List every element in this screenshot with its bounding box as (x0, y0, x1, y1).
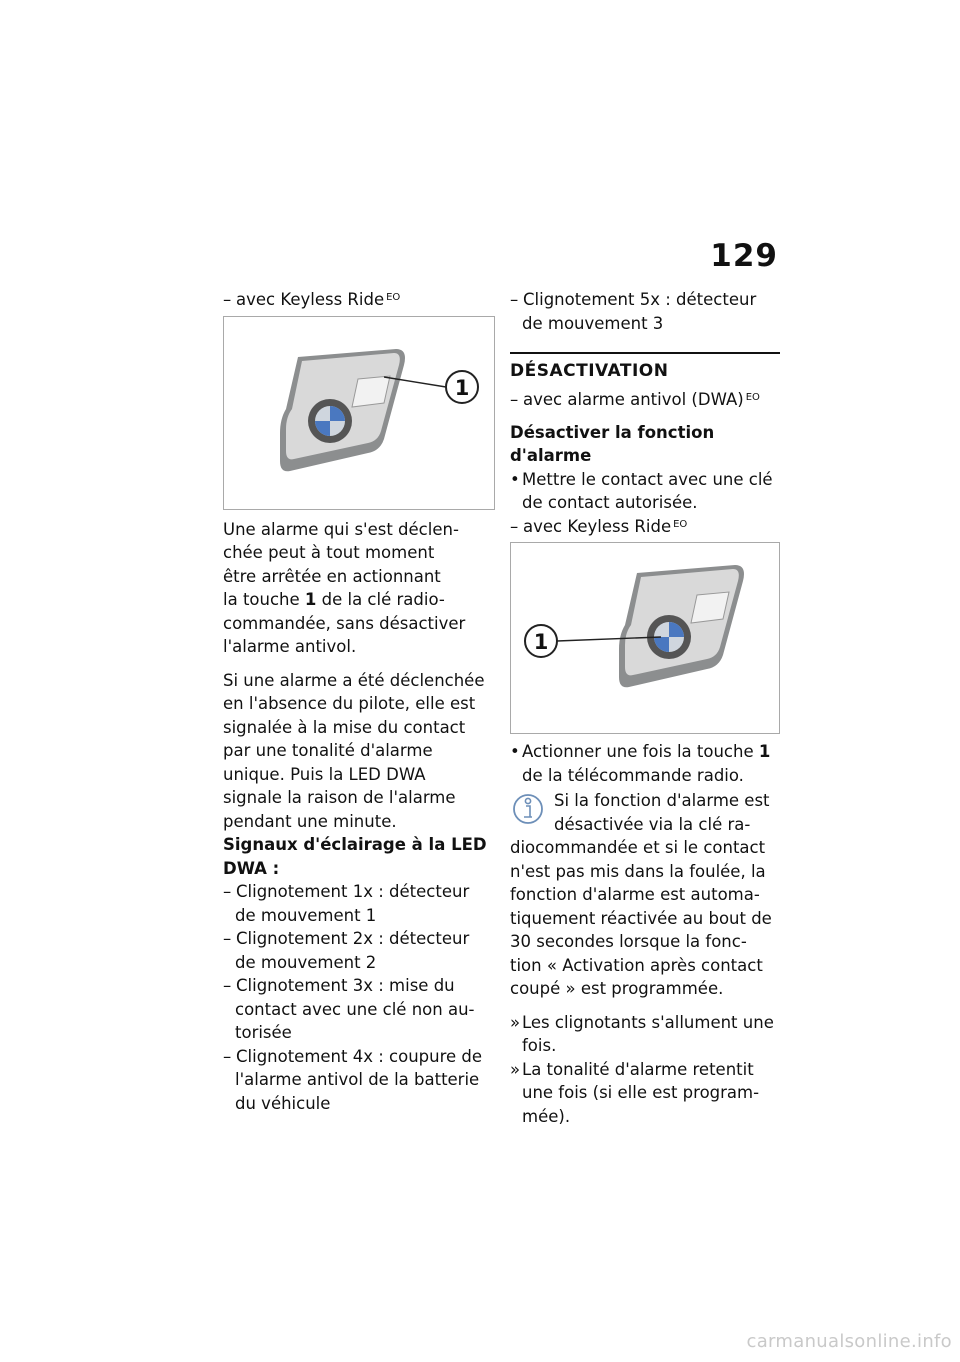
keyless-condition-2 (510, 515, 780, 539)
figure2-callout: 1 (533, 630, 549, 654)
signal-line: – Clignotement 3x : mise du (223, 974, 495, 998)
result-line: une fois (si elle est program- (522, 1083, 760, 1102)
note-line: désactivée via la clé ra- (554, 814, 751, 834)
dwa-label: avec alarme antivol (DWA) (523, 390, 744, 409)
key-figure-1 (223, 316, 495, 510)
para2-line: en l'absence du pilote, elle est (223, 694, 476, 713)
step-line (510, 740, 780, 764)
para1-line: être arrêtée en actionnant (223, 566, 441, 586)
sub-heading-line: Désactiver la fonction (510, 422, 715, 442)
signal-line: – Clignotement 1x : détecteur (223, 880, 495, 904)
para1-text: de la clé radio- (321, 590, 445, 609)
results-list (510, 1011, 780, 1129)
keyless-label: avec Keyless Ride (236, 290, 385, 309)
para2-line: signalée à la mise du contact (223, 717, 466, 737)
signals-heading (223, 833, 495, 880)
para1-line: l'alarme antivol. (223, 637, 357, 656)
list-item (223, 974, 495, 1045)
signal-line: – Clignotement 5x : détecteur (510, 288, 780, 312)
keyless-sup: EO (386, 292, 401, 303)
para2-line: unique. Puis la LED DWA (223, 764, 426, 784)
step-line: de la télécommande radio. (522, 765, 744, 785)
note-line: tiquement réactivée au bout de (510, 908, 772, 928)
info-note (510, 789, 780, 1001)
list-item (510, 468, 780, 515)
signals-heading-line: Signaux d'éclairage à la LED (223, 835, 487, 854)
signal-line: de mouvement 1 (235, 905, 377, 925)
para1-line: commandée, sans désactiver (223, 613, 466, 633)
signals-heading-line: DWA : (223, 858, 280, 878)
note-line: tion « Activation après contact (510, 955, 763, 975)
list-item (510, 1011, 780, 1058)
signal-line: – Clignotement 4x : coupure de (223, 1045, 495, 1069)
list-item (223, 880, 495, 927)
note-line: coupé » est programmée. (510, 979, 724, 998)
signal-line: torisée (235, 1023, 292, 1042)
note-line: diocommandée et si le contact (510, 838, 766, 857)
list-item (510, 1058, 780, 1129)
alarm-signal-paragraph (223, 669, 495, 834)
key-reference: 1 (304, 590, 317, 609)
key-figure-2 (510, 542, 780, 734)
right-column (510, 288, 780, 1128)
keyless-condition (223, 288, 495, 312)
watermark: carmanualsonline.info (746, 1331, 952, 1352)
para1-line (223, 588, 495, 612)
info-note-icon (510, 789, 546, 825)
signal-line: de mouvement 3 (522, 313, 664, 333)
list-item (223, 1045, 495, 1116)
para2-line: pendant une minute. (223, 811, 397, 831)
alarm-stop-paragraph (223, 518, 495, 659)
keyless-label: avec Keyless Ride (523, 516, 672, 536)
page-number: 129 (710, 238, 778, 274)
step-text: Actionner une fois la touche (522, 742, 759, 761)
signal-line: l'alarme antivol de la batterie (235, 1070, 480, 1089)
dwa-condition (510, 388, 780, 412)
left-column (223, 288, 495, 1115)
para1-text: la touche (223, 590, 305, 609)
key-reference: 1 (758, 742, 771, 761)
key-fob-illustration-1 (224, 317, 494, 509)
sub-heading-line: d'alarme (510, 446, 592, 465)
para2-line: signale la raison de l'alarme (223, 788, 456, 807)
result-line: » La tonalité d'alarme retentit (510, 1058, 780, 1082)
list-item (510, 740, 780, 787)
note-line: 30 secondes lorsque la fonc- (510, 932, 747, 951)
signal-line: – Clignotement 2x : détecteur (223, 927, 495, 951)
para1-line: chée peut à tout moment (223, 543, 435, 562)
note-line: Si la fonction d'alarme est (554, 791, 770, 810)
signal-line: contact avec une clé non au- (235, 999, 475, 1019)
signals-list (223, 880, 495, 1115)
section-title: DÉSACTIVATION (510, 352, 780, 384)
result-line: mée). (522, 1106, 571, 1126)
para2-line: par une tonalité d'alarme (223, 741, 433, 760)
sub-heading (510, 421, 780, 468)
signal-line: du véhicule (235, 1093, 331, 1113)
result-line: fois. (522, 1036, 557, 1055)
key-fob-illustration-2 (511, 543, 779, 733)
para2-line: Si une alarme a été déclenchée (223, 670, 485, 690)
list-item (510, 288, 780, 335)
result-line: » Les clignotants s'allument une (510, 1011, 780, 1035)
list-item (223, 927, 495, 974)
figure1-callout: 1 (454, 375, 470, 400)
dwa-sup: EO (745, 392, 760, 403)
note-line: fonction d'alarme est automa- (510, 885, 760, 904)
step-line: • Mettre le contact avec une clé (510, 468, 780, 492)
keyless-sup: EO (673, 518, 688, 530)
signal-line: de mouvement 2 (235, 952, 377, 972)
step-line: de contact autorisée. (522, 493, 698, 512)
note-line: n'est pas mis dans la foulée, la (510, 861, 766, 881)
para1-line: Une alarme qui s'est déclen- (223, 519, 459, 539)
